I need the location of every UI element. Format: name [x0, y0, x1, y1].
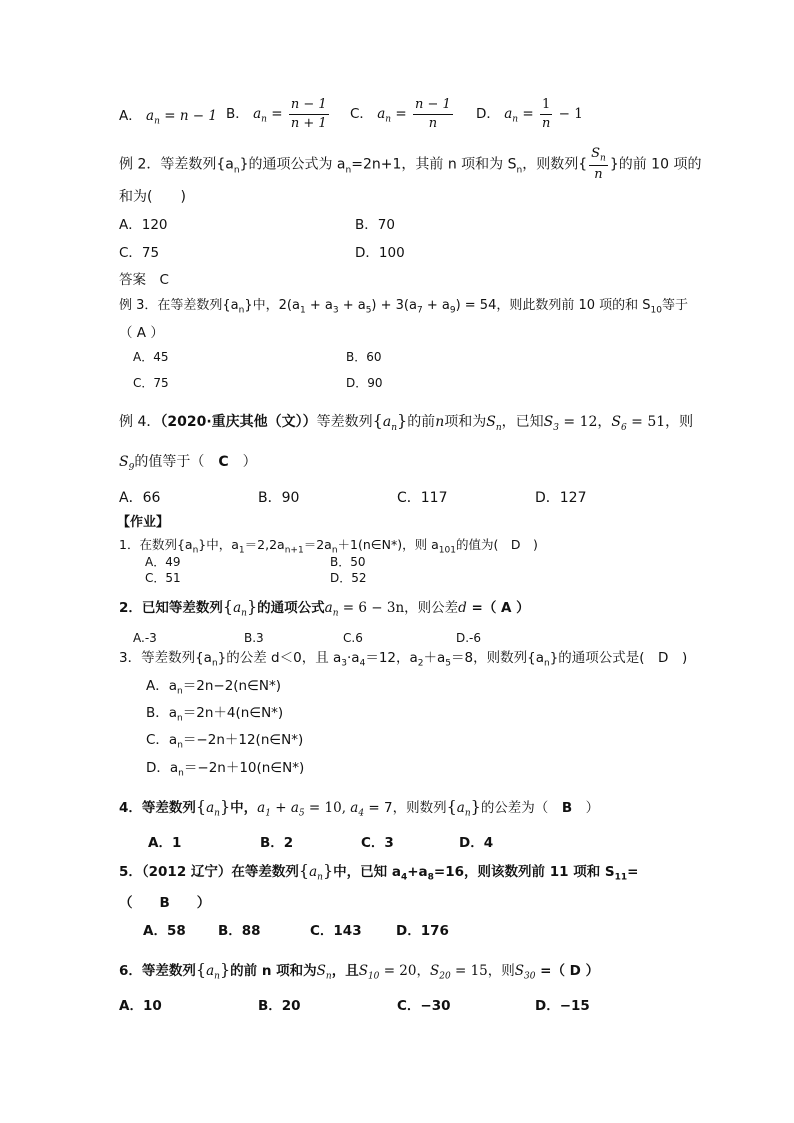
homework-q2-option-d: D.-6 [456, 631, 482, 645]
q1-option-c: C． $a_n$ = $\frac{n - 1}{n}$ [350, 97, 451, 131]
example-2-answer: 答案 C [119, 272, 169, 288]
example-3-option-b: B．60 [346, 350, 382, 364]
homework-q5-option-d: D．176 [396, 923, 449, 939]
example-4-option-b: B．90 [258, 490, 300, 506]
example-2-question: 例 2．等差数列$\{a_n\}$的通项公式为 $a_n=2n+1$，其前 n 项和为 $S_n$，则数列{ $\frac{S_n}{n}$ }的前 10 项的 [119, 146, 702, 183]
homework-q2-option-b: B.3 [244, 631, 264, 645]
answer-letter: B [561, 800, 573, 816]
example-4-option-a: A．66 [119, 490, 161, 506]
example-3-question: 例 3．在等差数列$\{a_n\}$中，$2(a_1 + a_3 + a_5) + 3(a_7 + a_9) = 54$，则此数列前 10 项的和 $S_{10}$等于 [119, 298, 688, 316]
fraction: $\frac{S_n}{n}$ [591, 146, 606, 183]
homework-q3-option-b: B．$a_n=2n+4(n\in N*)$ [146, 705, 284, 724]
example-2-option-c: C．75 [119, 245, 160, 261]
homework-q6-option-b: B．20 [258, 998, 301, 1014]
homework-q1-option-a: A．49 [145, 555, 181, 569]
homework-q2-option-c: C.6 [343, 631, 363, 645]
fraction: $\frac{1}{n}$ [541, 97, 551, 131]
example-4-option-d: D．127 [535, 490, 587, 506]
homework-q6: 6．等差数列$\{a_n\}$的前 n 项和为$S_n$，且$S_{10} = 20$，$S_{20} = 15$，则$S_{30}$ =（ D ） [119, 960, 600, 982]
homework-q5: 5．（2012 辽宁）在等差数列$\{a_n\}$中，已知 $a_4+a_8=16$，则该数列前 11 项和 $S_{11}=$ [119, 861, 639, 883]
q1-option-a: A． $a_n = n - 1$ [119, 108, 217, 127]
homework-q4-option-c: C．3 [361, 835, 394, 851]
answer-letter: C [218, 454, 229, 470]
homework-title: 【作业】 [117, 515, 170, 530]
example-3-answer: （ A ） [119, 325, 164, 341]
example-3-option-a: A．45 [133, 350, 169, 364]
example-2-option-a: A．120 [119, 217, 168, 233]
fraction: $\frac{n - 1}{n + 1}$ [290, 97, 327, 131]
homework-q3-option-c: C．$a_n=-2n+12(n\in N*)$ [146, 732, 304, 751]
homework-q5-line2: （ B ） [119, 895, 211, 911]
homework-q6-option-c: C．−30 [397, 998, 451, 1014]
example-2-option-d: D．100 [355, 245, 405, 261]
homework-q2: 2．已知等差数列$\{a_n\}$的通项公式$a_n = 6 - 3n$，则公差d =（ A ） [119, 597, 530, 619]
homework-q4-option-b: B．2 [260, 835, 294, 851]
homework-q5-option-a: A．58 [143, 923, 186, 939]
example-3-option-d: D．90 [346, 376, 383, 390]
homework-q6-option-a: A．10 [119, 998, 162, 1014]
homework-q4-option-a: A．1 [148, 835, 182, 851]
example-4-question: 例 4．（2020·重庆其他（文））等差数列$\{a_n\}$的前n项和为$S_n$，已知$S_3 = 12$，$S_6 = 51$，则 [119, 411, 694, 433]
option-value: n − 1 [179, 108, 217, 124]
homework-q1-option-b: B．50 [330, 555, 366, 569]
option-label: A． [119, 108, 142, 124]
homework-q6-option-d: D．−15 [535, 998, 590, 1014]
q1-option-b: B． $a_n$ = $\frac{n - 1}{n + 1}$ [226, 97, 327, 131]
homework-q1-option-d: D．52 [330, 571, 367, 585]
homework-q1: 1．在数列$\{a_n\}$中，$a_1=2,2a_{n+1}=2a_n+1(n\in N*)$，则 $a_{101}$的值为( D ) [119, 537, 538, 556]
homework-q4-option-d: D．4 [459, 835, 494, 851]
example-2-line2: 和为( ) [119, 189, 186, 205]
fraction: $\frac{n - 1}{n}$ [415, 97, 451, 131]
homework-q2-option-a: A.-3 [133, 631, 157, 645]
example-3-option-c: C．75 [133, 376, 169, 390]
q1-option-d: D． $a_n$ = $\frac{1}{n}$ − 1 [476, 97, 583, 131]
example-2-option-b: B．70 [355, 217, 395, 233]
homework-q3-option-a: A．$a_n=2n-2(n\in N*)$ [146, 678, 281, 697]
homework-q3: 3．等差数列$\{a_n\}$的公差 d＜0，且 $a_3\cdot a_4=12$，$a_2+a_5=8$，则数列$\{a_n\}$的通项公式是( D ) [119, 650, 688, 669]
homework-q5-option-b: B．88 [218, 923, 261, 939]
homework-q4: 4．等差数列$\{a_n\}$中，$a_1 + a_5 = 10$, $a_4 = 7$，则数列$\{a_n\}$的公差为（ B ） [119, 797, 600, 819]
homework-q3-option-d: D．$a_n=-2n+10(n\in N*)$ [146, 760, 305, 779]
example-4-option-c: C．117 [397, 490, 448, 506]
homework-q1-option-c: C．51 [145, 571, 181, 585]
homework-q5-option-c: C．143 [310, 923, 362, 939]
example-4-line2: $S_9$的值等于（ C ） [119, 454, 257, 473]
